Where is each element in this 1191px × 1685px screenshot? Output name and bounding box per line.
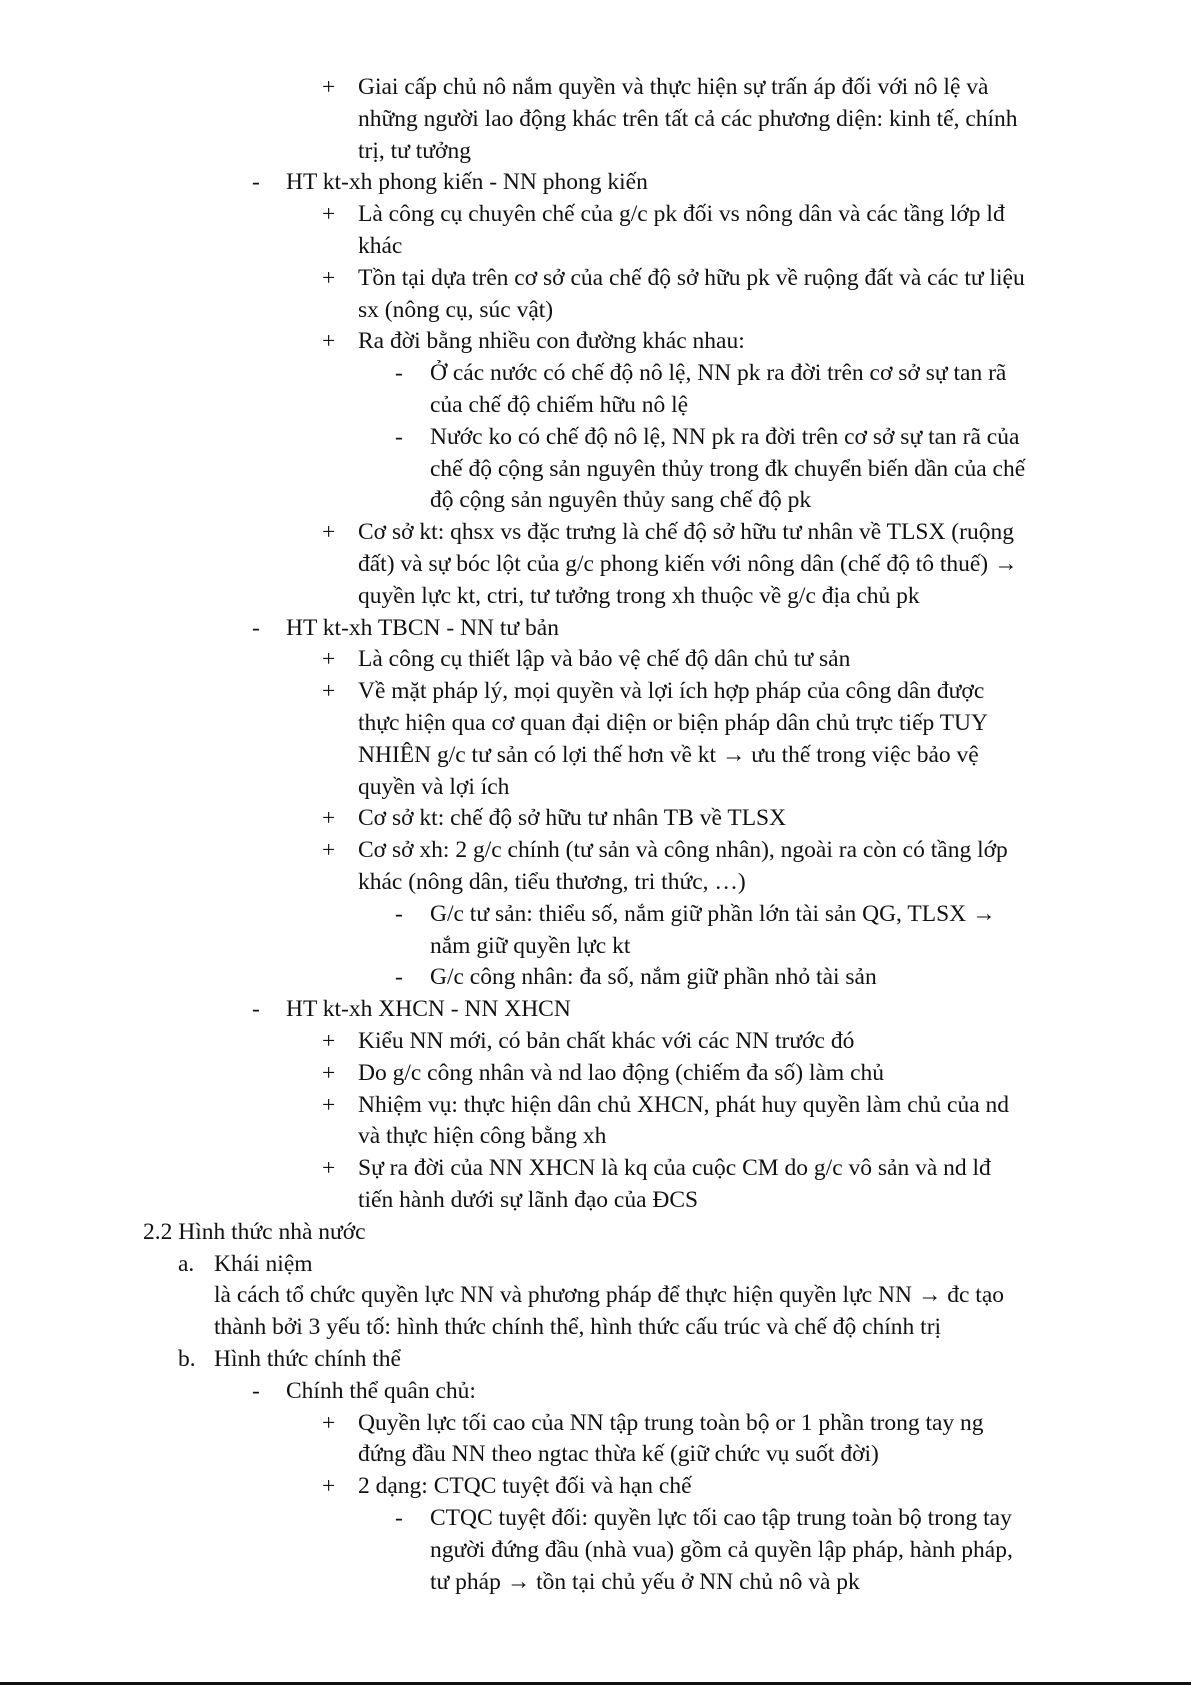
text-line: là cách tổ chức quyền lực NN và phương pháp để thực hiện quyền lực NN → đc tạo — [214, 1282, 1005, 1309]
text-line: độ cộng sản nguyên thủy sang chế độ pk — [430, 487, 812, 514]
list-marker: + — [322, 74, 336, 100]
list-marker: + — [322, 1059, 336, 1086]
text-line: G/c công nhân: đa số, nắm giữ phần nhỏ tài sản — [430, 964, 877, 991]
text-line: G/c tư sản: thiểu số, nắm giữ phần lớn tài sản QG, TLSX → — [430, 900, 996, 927]
text-line: Quyền lực tối cao của NN tập trung toàn bộ or 1 phần trong tay ng — [358, 1409, 984, 1436]
text-line: Giai cấp chủ nô nắm quyền và thực hiện sự trấn áp đối với nô lệ và — [358, 74, 989, 100]
list-marker: + — [322, 264, 336, 291]
text-line: Sự ra đời của NN XHCN là kq của cuộc CM do g/c vô sản và nd lđ — [358, 1155, 991, 1182]
text-line: nắm giữ quyền lực kt — [430, 932, 631, 959]
text-line: những người lao động khác trên tất cả các phương diện: kinh tế, chính — [358, 105, 1018, 132]
list-marker: a. — [178, 1250, 195, 1277]
text-line: Ra đời bằng nhiều con đường khác nhau: — [358, 328, 745, 355]
text-line: thành bởi 3 yếu tố: hình thức chính thể, hình thức cấu trúc và chế độ chính trị — [214, 1314, 942, 1341]
text-line: CTQC tuyệt đối: quyền lực tối cao tập trung toàn bộ trong tay — [430, 1505, 1012, 1531]
list-marker: - — [395, 1505, 403, 1531]
list-marker: + — [322, 328, 336, 355]
text-line: quyền và lợi ích — [358, 773, 510, 800]
text-line: đất) và sự bóc lột của g/c phong kiến với nông dân (chế độ tô thuế) → — [358, 551, 1018, 577]
text-line: và thực hiện công bằng xh — [358, 1123, 607, 1150]
list-marker: b. — [178, 1346, 196, 1372]
list-marker: + — [322, 1091, 336, 1118]
list-marker: + — [322, 519, 336, 546]
text-line: Nước ko có chế độ nô lệ, NN pk ra đời trên cơ sở sự tan rã của — [430, 423, 1020, 450]
list-marker: + — [322, 678, 336, 705]
text-line: khác (nông dân, tiểu thương, tri thức, …) — [358, 869, 746, 895]
text-line: tiến hành dưới sự lãnh đạo của ĐCS — [358, 1187, 699, 1213]
text-line: HT kt-xh TBCN - NN tư bản — [286, 614, 559, 641]
text-line: Ở các nước có chế độ nô lệ, NN pk ra đời trên cơ sở sự tan rã — [430, 360, 1007, 387]
list-marker: + — [322, 837, 336, 864]
list-marker: + — [322, 201, 336, 228]
text-line: Tồn tại dựa trên cơ sở của chế độ sở hữu pk về ruộng đất và các tư liệu — [358, 264, 1025, 291]
list-marker: - — [395, 964, 403, 991]
text-line: NHIÊN g/c tư sản có lợi thế hơn về kt → ưu thế trong việc bảo vệ — [358, 741, 979, 768]
list-marker: - — [252, 169, 260, 196]
text-line: trị, tư tưởng — [358, 137, 471, 164]
text-line: Do g/c công nhân và nd lao động (chiếm đa số) làm chủ — [358, 1059, 884, 1086]
text-line: Là công cụ thiết lập và bảo vệ chế độ dân chủ tư sản — [358, 646, 851, 673]
text-line: Hình thức chính thể — [214, 1346, 401, 1372]
text-line: 2 dạng: CTQC tuyệt đối và hạn chế — [358, 1473, 692, 1500]
text-line: Cơ sở kt: qhsx vs đặc trưng là chế độ sở hữu tư nhân về TLSX (ruộng — [358, 519, 1014, 546]
list-marker: + — [322, 646, 336, 673]
text-line: người đứng đầu (nhà vua) gồm cả quyền lập pháp, hành pháp, — [430, 1536, 1013, 1563]
text-line: Cơ sở kt: chế độ sở hữu tư nhân TB về TLSX — [358, 805, 787, 832]
list-marker: - — [252, 996, 260, 1023]
list-marker: - — [395, 900, 403, 927]
text-line: HT kt-xh XHCN - NN XHCN — [286, 996, 571, 1023]
text-line: của chế độ chiếm hữu nô lệ — [430, 392, 689, 418]
text-line: quyền lực kt, ctri, tư tưởng trong xh thuộc về g/c địa chủ pk — [358, 582, 920, 609]
list-marker: - — [395, 423, 403, 450]
text-line: Là công cụ chuyên chế của g/c pk đối vs nông dân và các tầng lớp lđ — [358, 201, 1005, 228]
list-marker: - — [252, 1377, 260, 1404]
text-line: Kiểu NN mới, có bản chất khác với các NN trước đó — [358, 1028, 855, 1054]
text-line: sx (nông cụ, súc vật) — [358, 296, 554, 323]
text-line: HT kt-xh phong kiến - NN phong kiến — [286, 169, 648, 196]
text-line: khác — [358, 233, 403, 259]
text-line: Chính thể quân chủ: — [286, 1377, 476, 1404]
text-line: chế độ cộng sản nguyên thủy trong đk chuyển biến dần của chế — [430, 455, 1026, 482]
text-line: Về mặt pháp lý, mọi quyền và lợi ích hợp pháp của công dân được — [358, 678, 985, 705]
text-line: 2.2 Hình thức nhà nước — [143, 1218, 366, 1245]
list-marker: + — [322, 1155, 336, 1182]
list-marker: + — [322, 1409, 336, 1436]
text-line: thực hiện qua cơ quan đại diện or biện pháp dân chủ trực tiếp TUY — [358, 710, 989, 736]
text-line: đứng đầu NN theo ngtac thừa kế (giữ chức vụ suốt đời) — [358, 1441, 879, 1468]
list-marker: + — [322, 805, 336, 832]
text-line: Nhiệm vụ: thực hiện dân chủ XHCN, phát huy quyền làm chủ của nd — [358, 1091, 1010, 1118]
text-line: Cơ sở xh: 2 g/c chính (tư sản và công nhân), ngoài ra còn có tầng lớp — [358, 837, 1008, 864]
list-marker: - — [395, 360, 403, 387]
list-marker: + — [322, 1473, 336, 1500]
list-marker: + — [322, 1028, 336, 1054]
text-line: tư pháp → tồn tại chủ yếu ở NN chủ nô và pk — [430, 1568, 860, 1595]
list-marker: - — [252, 614, 260, 641]
text-line: Khái niệm — [214, 1250, 313, 1277]
